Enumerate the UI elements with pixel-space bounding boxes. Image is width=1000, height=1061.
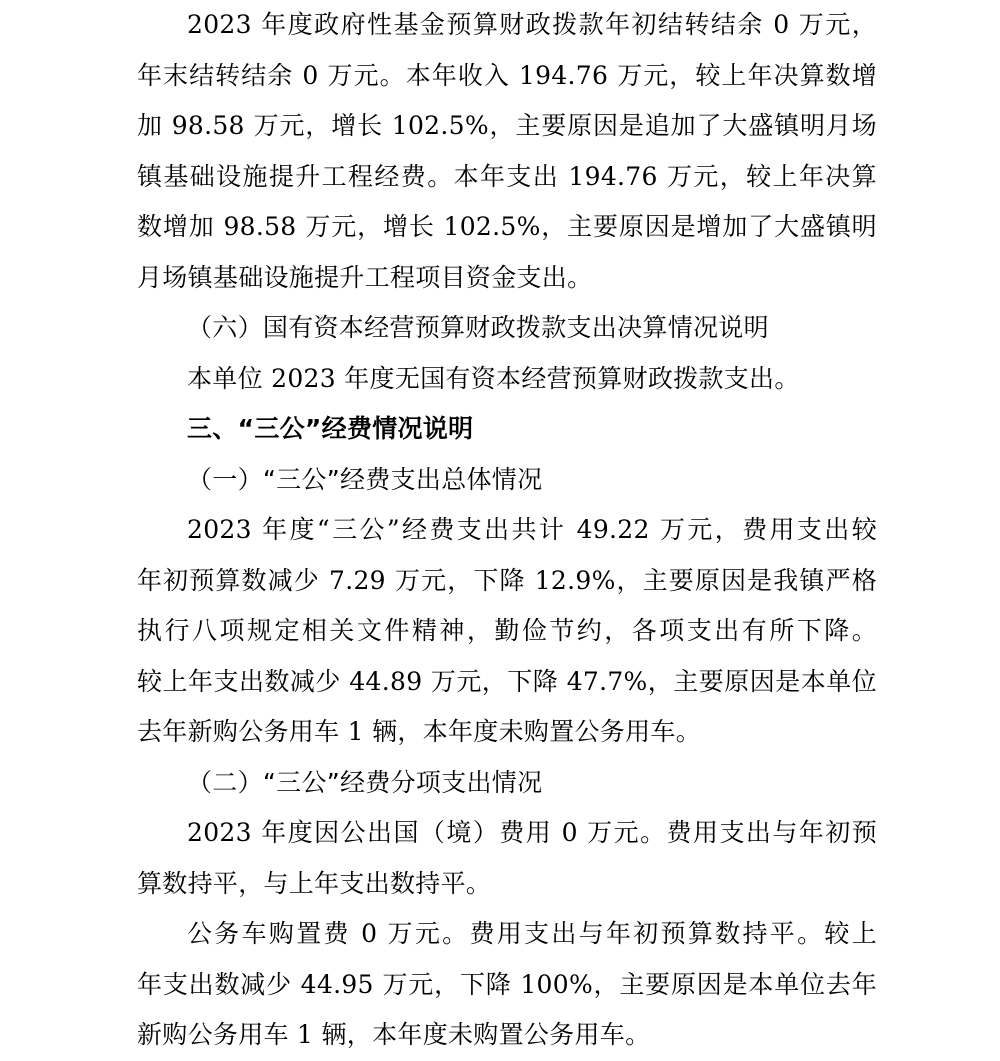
text-line: 算数持平，与上年支出数持平。 (137, 868, 492, 898)
text-line: 年支出数减少 44.95 万元，下降 100%，主要原因是本单位去年 (137, 969, 877, 999)
text-line: 加 98.58 万元，增长 102.5%，主要原因是追加了大盛镇明月场 (137, 111, 877, 140)
section-subheading-itemized: （二）“三公”经费分项支出情况 (187, 767, 543, 797)
text-line: 2023 年度因公出国（境）费用 0 万元。费用支出与年初预 (187, 818, 877, 847)
text-line: 新购公务用车 1 辆，本年度未购置公务用车。 (137, 1020, 651, 1049)
text-line: 执行八项规定相关文件精神，勤俭节约，各项支出有所下降。 (137, 616, 877, 645)
text-line: 公务车购置费 0 万元。费用支出与年初预算数持平。较上 (187, 919, 877, 948)
paragraph-vehicle-purchase (137, 909, 877, 1061)
text-line: 2023 年度政府性基金预算财政拨款年初结转结余 0 万元， (187, 10, 877, 39)
paragraph-government-fund (137, 0, 877, 303)
text-line: 2023 年度“三公”经费支出共计 49.22 万元，费用支出较 (187, 515, 877, 544)
paragraph-overseas-travel (137, 808, 877, 909)
section-subheading-state-capital: （六）国有资本经营预算财政拨款支出决算情况说明 (187, 313, 769, 342)
section-subheading-overall: （一）“三公”经费支出总体情况 (187, 464, 543, 494)
text-line: 月场镇基础设施提升工程项目资金支出。 (137, 262, 593, 292)
paragraph-overall-spending (137, 505, 877, 758)
text-line: 年末结转结余 0 万元。本年收入 194.76 万元，较上年决算数增 (137, 60, 877, 90)
text-line: 数增加 98.58 万元，增长 102.5%，主要原因是增加了大盛镇明 (137, 212, 877, 241)
text-line: 年初预算数减少 7.29 万元，下降 12.9%，主要原因是我镇严格 (137, 565, 877, 595)
text-line: 较上年支出数减少 44.89 万元，下降 47.7%，主要原因是本单位 (137, 666, 877, 696)
text-line: 镇基础设施提升工程经费。本年支出 194.76 万元，较上年决算 (137, 161, 877, 191)
paragraph-state-capital: 本单位 2023 年度无国有资本经营预算财政拨款支出。 (187, 363, 800, 393)
text-line: 去年新购公务用车 1 辆，本年度未购置公务用车。 (137, 717, 702, 746)
section-heading-three-public: 三、“三公”经费情况说明 (187, 414, 474, 443)
document-page (137, 0, 877, 1061)
